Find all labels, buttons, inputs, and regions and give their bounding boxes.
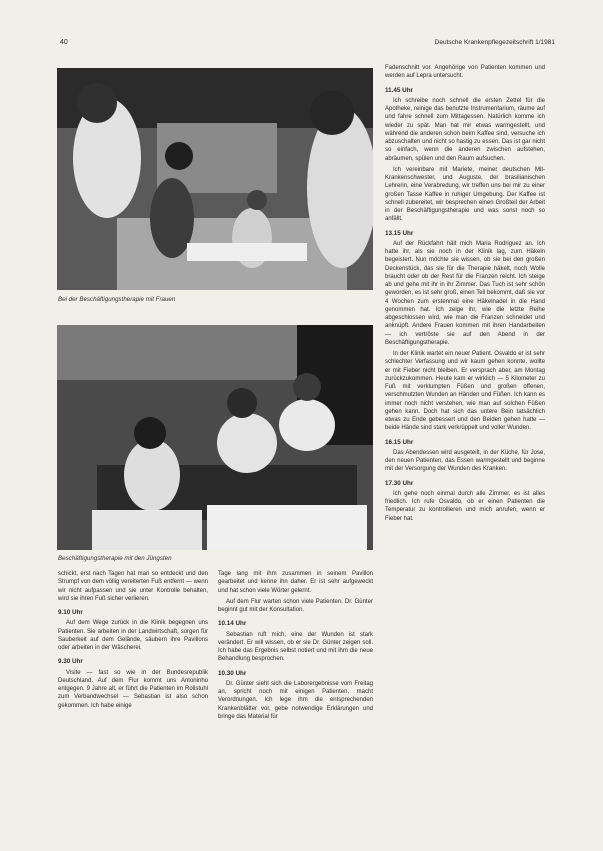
text-column-left — [58, 570, 208, 713]
time-heading: 11.45 Uhr — [385, 86, 414, 94]
page-number: 40 — [60, 39, 68, 46]
photo-occupational-therapy-children — [57, 325, 373, 550]
photo-caption: Bei der Beschäftigungstherapie mit Frauen — [58, 296, 176, 303]
paragraph: Tage lang mit ihm zusammen in seinem Pavillon gearbeitet und kenne ihn daher. Er ist sehr aufgeweckt und hat schon viele Wörter gelernt. — [218, 571, 373, 594]
text-column-middle — [218, 570, 373, 724]
paragraph: Auf dem Wege zurück in die Klinik begegnen uns Patienten. Sie arbeiten in der Landwirtschaft, sorgen für Sauberkeit auf dem Gelände, säubern ihre Pavillons oder arbeiten in der Wäscherei. — [58, 620, 208, 651]
paragraph: In der Klinik wartet ein neuer Patient. Osvaldo er ist sehr schlechter Verfassung und wir kaum gehen konnte, wollte er mit Fieber nicht bleiben. Er versprach aber, am Montag zurückzukommen. Heute kam er wirklich — 5 Kilometer zu Fuß mit verklumpten Füßen und großen offenen, verschmutzten Wunden an Händen und Füßen. Ich kann es immer noch nicht verstehen, wie man auf solchen Füßen gehen kann. Doch hat sich das untere Bein tatsächlich etwas zu Ende gebessert und den Beiden gehen hatte — beide Hände sind stark verkrüppelt und voller Wunden. — [385, 351, 545, 432]
time-heading: 13.15 Uhr — [385, 229, 414, 237]
journal-title: Deutsche Krankenpflegezeitschrift 1/1981 — [434, 39, 555, 46]
paragraph: Auf der Rückfahrt hält mich Maria Rodriguez an. Ich hatte ihr, als sie noch in der Klinik lag, zum Häkeln begeistert. Nun möchte sie wissen, ob sie bei den großen Deckenstück, das sie für die Therapie häkelt, noch Wolle braucht oder ob der Rest für die Franzen reicht. Ich steige ab und gehe mit ihr in ihr Zimmer. Das Tuch ist sehr schön geworden, es ist sehr groß, einen Teil bekommt, daß sie vor 4 Wochen zum erstenmal eine Häkelnadel in die Hand genommen hat. Ich zeige ihr, wie die letzte Reihe abgeschlossen wird, wie man die Franzen schneidet und anknüpft. Andere Frauen kommen mit ihren Handarbeiten — ich vertröste sie auf den Abend in der Beschäftigungstherapie. — [385, 240, 545, 346]
paragraph: schickt, erst nach Tagen hat man so entdeckt und den Strumpf von dem völlig vereiterten Fuß entfernt — wenn wir nicht aufpassen und sie unter Kontrolle behalten, wird sie ihren Fuß sicher verlieren. — [58, 571, 208, 602]
time-heading: 10.30 Uhr — [218, 669, 247, 677]
paragraph: Ich gehe noch einmal durch alle Zimmer, es ist alles friedlich. Ich rufe Osvaldo, ob er einen Patienten die Temperatur zu kontrollieren und mich anrufen, wenn er Fieber hat. — [385, 490, 545, 522]
paragraph: Ich vereinbare mit Mariete, meiner deutschen Mit-Krankenschwester, und Auguste, der brasilianischen Lehrerin, eine Verabredung, wir treffen uns bei mir zu einer großen Tasse Kaffee in ruhiger Umgebung. Der Kaffee ist schnell zubereitet, wir besprechen einen Großteil der Arbeit in der Beschäftigungstherapie und was sonst noch so anfällt. — [385, 166, 545, 223]
time-heading: 9.30 Uhr — [58, 658, 83, 666]
photo-occupational-therapy-women — [57, 68, 373, 290]
paragraph: Visite — fast so wie in der Bundesrepublik Deutschland. Auf dem Flur kommt uns Antoninho entgegen. 9 Jahre alt, er führt die Patienten im Rollstuhl zum Verbandwechsel — Sebastian ist also schon gekommen. Ich habe einige — [58, 669, 208, 709]
time-heading: 10.14 Uhr — [218, 620, 247, 628]
text-column-right — [385, 64, 545, 526]
paragraph: Fadenschnitt vor. Angehörige von Patienten kommen und werden auf Lepra untersucht. — [385, 65, 545, 80]
paragraph: Auf dem Flur warten schon viele Patienten. Dr. Günter beginnt gut mit der Konsultation. — [218, 598, 373, 613]
paragraph: Sebastian ruft mich, eine der Wunden ist stark verändert. Er will wissen, ob er sie Dr. Günter zeigen soll. Ich habe das Ergebnis selbst notiert und mit ihm die neue Behandlung besprochen. — [218, 631, 373, 663]
time-heading: 9.10 Uhr — [58, 609, 83, 616]
time-heading: 16.15 Uhr — [385, 438, 414, 446]
paragraph: Ich schreibe noch schnell die ersten Zettel für die Apotheke, reinige das benutzte Instrumentarium, räume auf und fahre schnell zum Mittagessen. Natürlich komme ich wieder zu spät. Man hat mir etwas warmgestellt, und während die anderen schon beim Kaffee sind, versuche ich abzuschalten und nicht so hastig zu essen. Das ist gar nicht so einfach, wenn die anderen zwischen aufstehen, abräumen, spülen und den Raum aufsuchen. — [385, 97, 545, 162]
time-heading: 17.30 Uhr — [385, 479, 414, 487]
paragraph: Das Abendessen wird ausgeteilt, in der Küche, für Jose, den neuen Patienten, das Essen warmgestellt und beginne mit der Versorgung der Wunden des Kranken. — [385, 449, 545, 473]
photo-caption: Beschäftigungstherapie mit den Jüngsten — [58, 555, 172, 562]
paragraph: Dr. Günter sieht sich die Laborergebnisse vom Freitag an, spricht noch mit einigen Patienten, macht Verordnungen. Ich lege ihm die entsprechenden Krankenblätter vor, gebe notwendige Erklärungen und bringe das Material für — [218, 680, 373, 720]
